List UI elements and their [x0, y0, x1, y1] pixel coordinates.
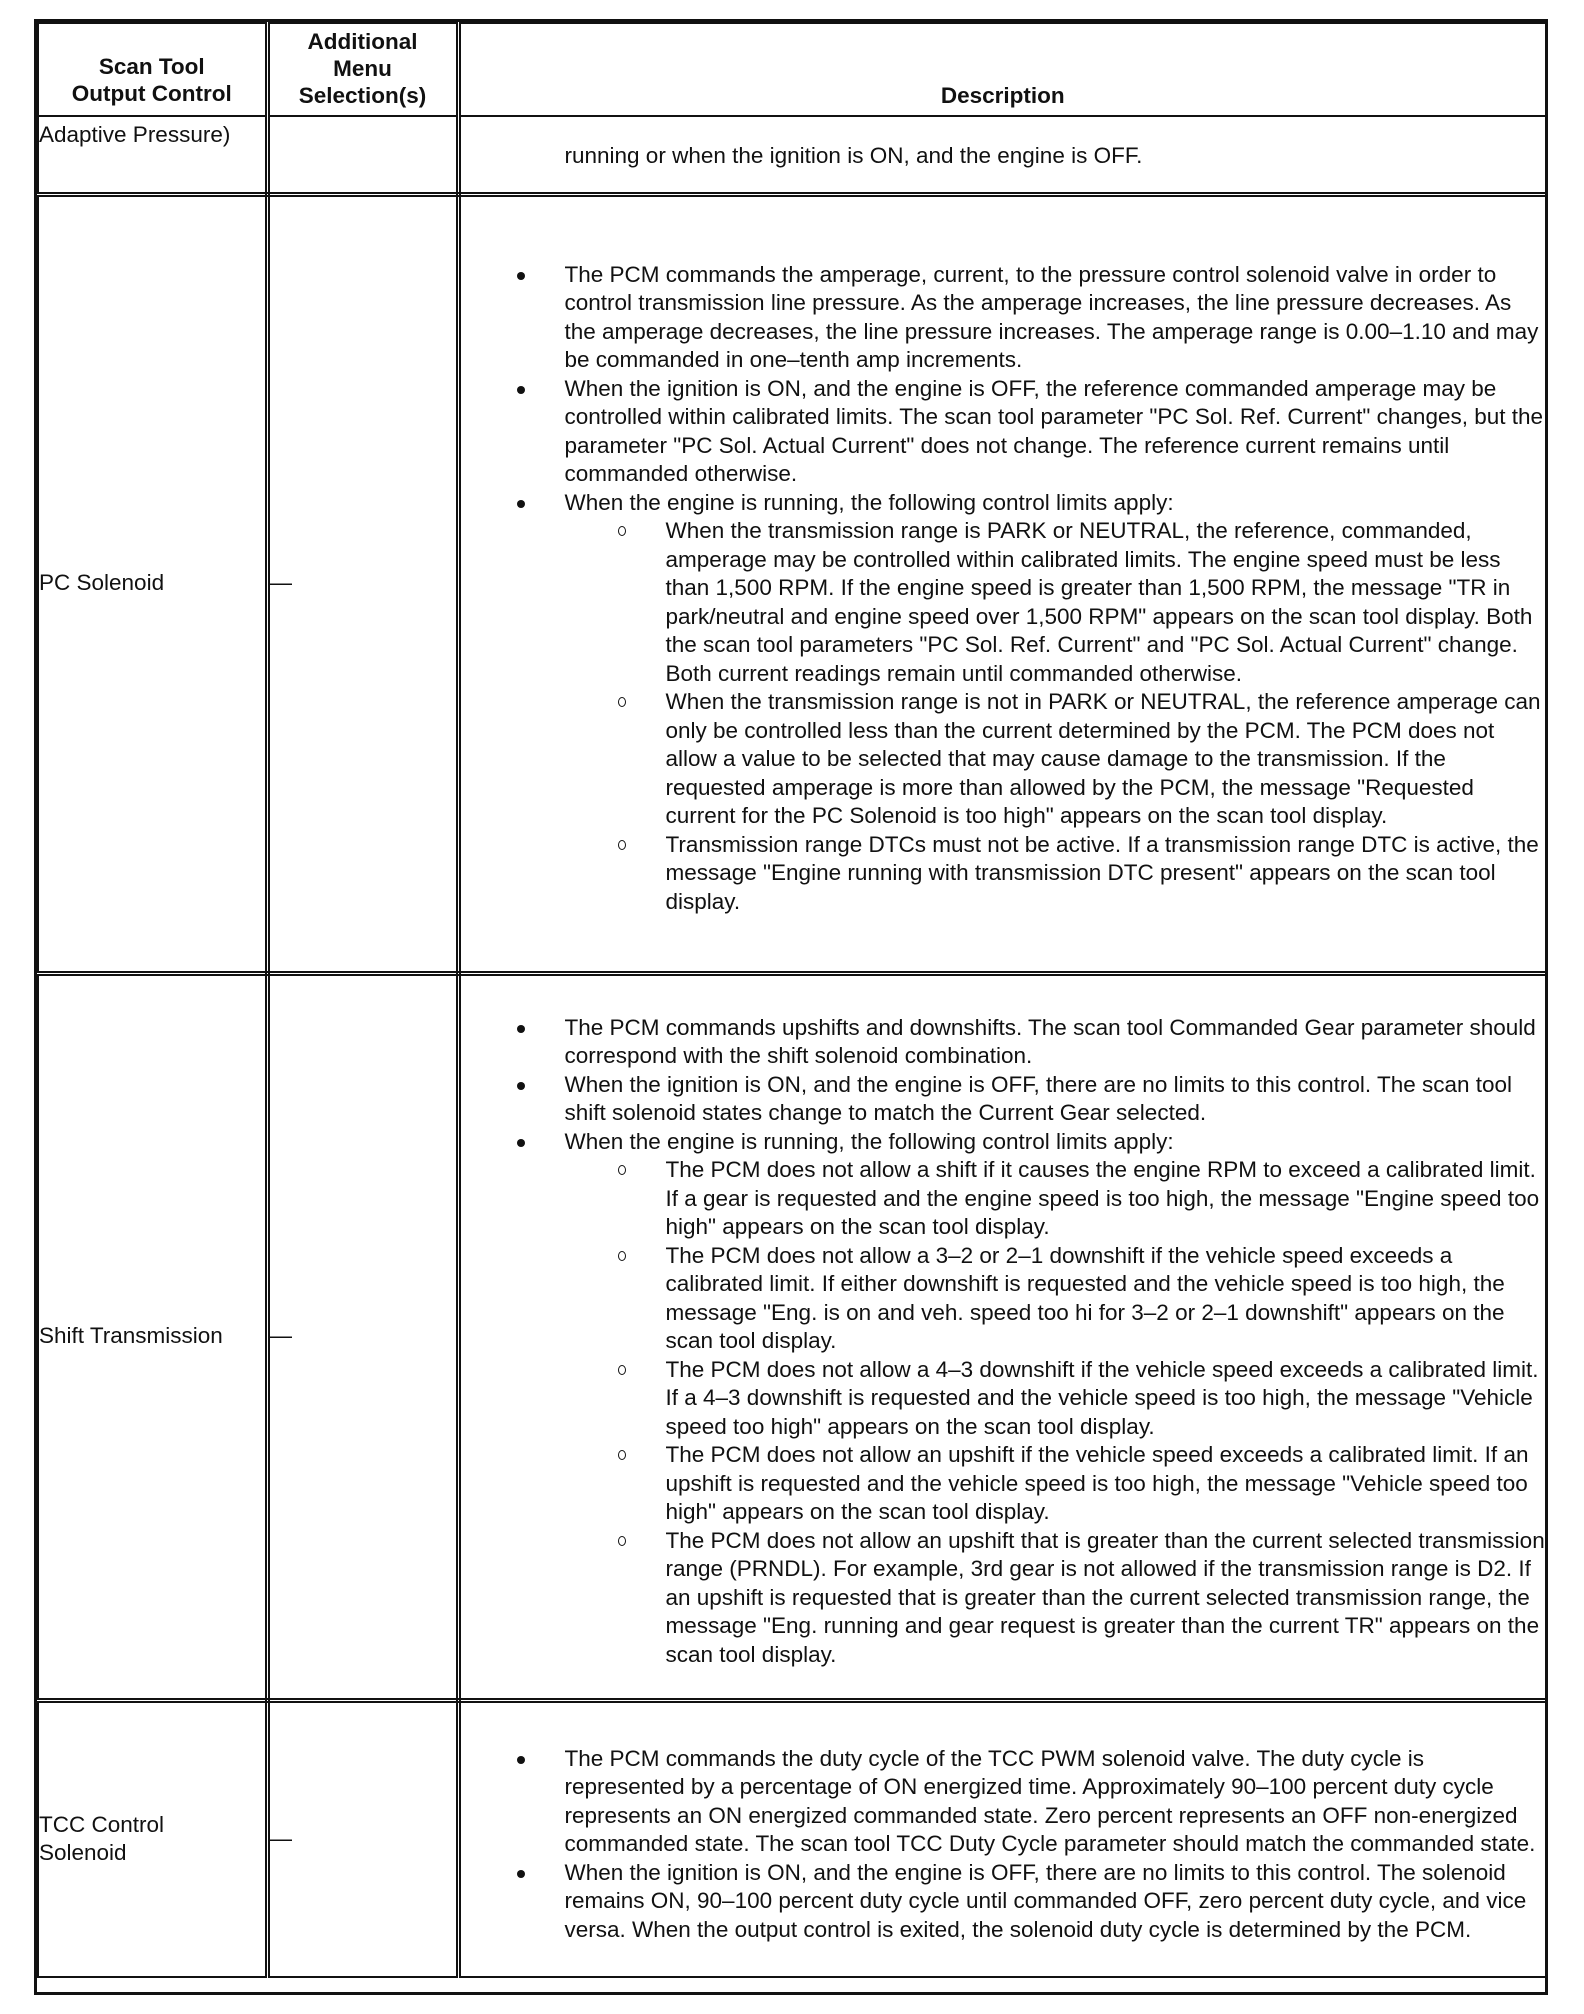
sub-item-text: Transmission range DTCs must not be active. If a transmission range DTC is active, the message "Engine running with transmission DTC present" appears on the scan tool display.	[665, 831, 1539, 914]
bullet-icon	[517, 386, 525, 394]
bullet-icon	[517, 1756, 525, 1764]
list-item	[565, 1745, 1546, 1859]
sub-list-item	[666, 1441, 1546, 1527]
row-name: Shift Transmission	[39, 1323, 223, 1349]
table-row	[38, 1700, 1546, 1977]
bullet-list	[461, 1745, 1546, 1945]
header-description	[458, 23, 1546, 116]
list-item	[565, 375, 1546, 489]
bullet-list	[461, 261, 1546, 917]
row-name-cell	[38, 116, 267, 194]
list-item	[565, 1071, 1546, 1128]
row-menu-cell	[267, 194, 458, 973]
bullet-icon	[517, 1139, 525, 1147]
sub-item-text: The PCM does not allow an upshift if the vehicle speed exceeds a calibrated limit. If an upshift is requested and the vehicle speed is too high, the message "Vehicle speed too high" appears on the scan tool display.	[665, 1442, 1529, 1525]
table-row	[38, 194, 1546, 973]
sub-list-item	[666, 1527, 1546, 1670]
row-name-cell	[38, 194, 267, 973]
row-menu-cell	[267, 973, 458, 1700]
sub-list-item	[666, 1356, 1546, 1442]
row-menu-cell	[267, 116, 458, 194]
bullet-list	[461, 1014, 1546, 1670]
list-item	[565, 1859, 1546, 1945]
sub-list-item	[666, 1242, 1546, 1356]
sub-item-text: The PCM does not allow a 4–3 downshift if the vehicle speed exceeds a calibrated limit. If a 4–3 downshift is requested and the vehicle speed is too high, the message "Vehicle speed too high" appears on the scan tool display.	[665, 1356, 1539, 1439]
bullet-text: When the ignition is ON, and the engine is OFF, there are no limits to this control. The scan tool shift solenoid states change to match the Current Gear selected.	[564, 1071, 1513, 1126]
row-menu: —	[269, 1826, 292, 1851]
row-name: PC Solenoid	[39, 570, 165, 596]
circle-bullet-icon	[618, 1165, 626, 1175]
row-description-cell	[458, 116, 1546, 194]
row-name: Adaptive Pressure)	[39, 122, 231, 147]
bullet-text: When the ignition is ON, and the engine is OFF, the reference commanded amperage may be controlled within calibrated limits. The scan tool parameter "PC Sol. Ref. Current" changes, but the parameter "PC Sol. Actual Current" does not change. The reference current remains until commanded otherwise.	[564, 375, 1544, 487]
sub-list	[461, 517, 1546, 916]
bullet-icon	[517, 272, 525, 280]
row-name-cell	[38, 1700, 267, 1977]
row-description-cell	[458, 1700, 1546, 1977]
circle-bullet-icon	[618, 1450, 626, 1460]
circle-bullet-icon	[618, 840, 626, 850]
continued-text: running or when the ignition is ON, and the engine is OFF.	[564, 143, 1143, 168]
bullet-text: The PCM commands upshifts and downshifts. The scan tool Commanded Gear parameter should correspond with the shift solenoid combination.	[564, 1014, 1536, 1069]
bullet-icon	[517, 1870, 525, 1878]
list-item	[565, 489, 1546, 917]
table-row	[38, 116, 1546, 194]
bullet-text: The PCM commands the amperage, current, to the pressure control solenoid valve in order to control transmission line pressure. As the amperage increases, the line pressure decreases. As the amperage decreases, the line pressure increases. The amperage range is 0.00–1.10 and may be commanded in one–tenth amp increments.	[564, 261, 1539, 373]
output-control-table	[37, 22, 1547, 1978]
sub-item-text: The PCM does not allow an upshift that is greater than the current selected transmission range (PRNDL). For example, 3rd gear is not allowed if the transmission range is D2. If an upshift is requested that is greater than the current selected transmission range, the message "Eng. running and gear request is greater than the current TR" appears on the scan tool display.	[665, 1527, 1545, 1667]
table-row	[38, 973, 1546, 1700]
header-additional-menu	[267, 23, 458, 116]
bullet-text: When the ignition is ON, and the engine is OFF, there are no limits to this control. The solenoid remains ON, 90–100 percent duty cycle until commanded OFF, zero percent duty cycle, and vice versa. When the output control is exited, the solenoid duty cycle is determined by the PCM.	[564, 1859, 1527, 1942]
row-menu: —	[269, 570, 292, 596]
header-col3-text: Description	[940, 83, 1065, 108]
bullet-text: The PCM commands the duty cycle of the TCC PWM solenoid valve. The duty cycle is represented by a percentage of ON energized time. Approximately 90–100 percent duty cycle represents an ON energized commanded state. Zero percent represents an OFF non-energized commanded state. The scan tool TCC Duty Cycle parameter should match the commanded state.	[564, 1745, 1536, 1856]
list-item	[565, 261, 1546, 375]
sub-item-text: When the transmission range is not in PARK or NEUTRAL, the reference amperage can only be controlled less than the current determined by the PCM. The PCM does not allow a value to be selected that may cause damage to the transmission. If the requested amperage is more than allowed by the PCM, the message "Requested current for the PC Solenoid is too high" appears on the scan tool display.	[665, 689, 1541, 829]
bullet-text: When the engine is running, the following control limits apply:	[564, 1128, 1174, 1154]
sub-list-item	[666, 688, 1546, 831]
circle-bullet-icon	[618, 697, 626, 707]
circle-bullet-icon	[618, 1251, 626, 1261]
bullet-icon	[517, 1025, 525, 1033]
list-item	[565, 1128, 1546, 1670]
sub-item-text: The PCM does not allow a shift if it causes the engine RPM to exceed a calibrated limit. If a gear is requested and the engine speed is too high, the message "Engine speed too high" appears on the scan tool display.	[665, 1157, 1540, 1240]
sub-list	[461, 1156, 1546, 1669]
header-col1-text: Scan Tool Output Control	[71, 54, 232, 106]
sub-item-text: When the transmission range is PARK or NEUTRAL, the reference, commanded, amperage may be controlled within calibrated limits. The engine speed must be less than 1,500 RPM. If the engine speed is greater than 1,500 RPM, the message "TR in park/neutral and engine speed over 1,500 RPM" appears on the scan tool display. Both the scan tool parameters "PC Sol. Ref. Current" and "PC Sol. Actual Current" change. Both current readings remain until commanded otherwise.	[665, 518, 1533, 686]
circle-bullet-icon	[618, 526, 626, 536]
sub-list-item	[666, 831, 1546, 917]
row-menu-cell	[267, 1700, 458, 1977]
header-col2-text: Additional Menu Selection(s)	[298, 29, 427, 108]
bullet-text: When the engine is running, the following control limits apply:	[564, 489, 1174, 515]
row-name: TCC Control Solenoid	[39, 1811, 165, 1866]
sub-list-item	[666, 1156, 1546, 1242]
header-scan-tool-output-control	[38, 23, 267, 116]
bullet-icon	[517, 500, 525, 508]
row-name-cell	[38, 973, 267, 1700]
circle-bullet-icon	[618, 1365, 626, 1375]
circle-bullet-icon	[618, 1536, 626, 1546]
row-description-cell	[458, 973, 1546, 1700]
row-menu: —	[269, 1323, 292, 1349]
sub-item-text: The PCM does not allow a 3–2 or 2–1 downshift if the vehicle speed exceeds a calibrated limit. If either downshift is requested and the vehicle speed is too high, the message "Eng. is on and veh. speed too hi for 3–2 or 2–1 downshift" appears on the scan tool display.	[665, 1242, 1505, 1354]
sub-list-item	[666, 517, 1546, 688]
list-item	[565, 1014, 1546, 1071]
bullet-icon	[517, 1082, 525, 1090]
row-description-cell	[458, 194, 1546, 973]
